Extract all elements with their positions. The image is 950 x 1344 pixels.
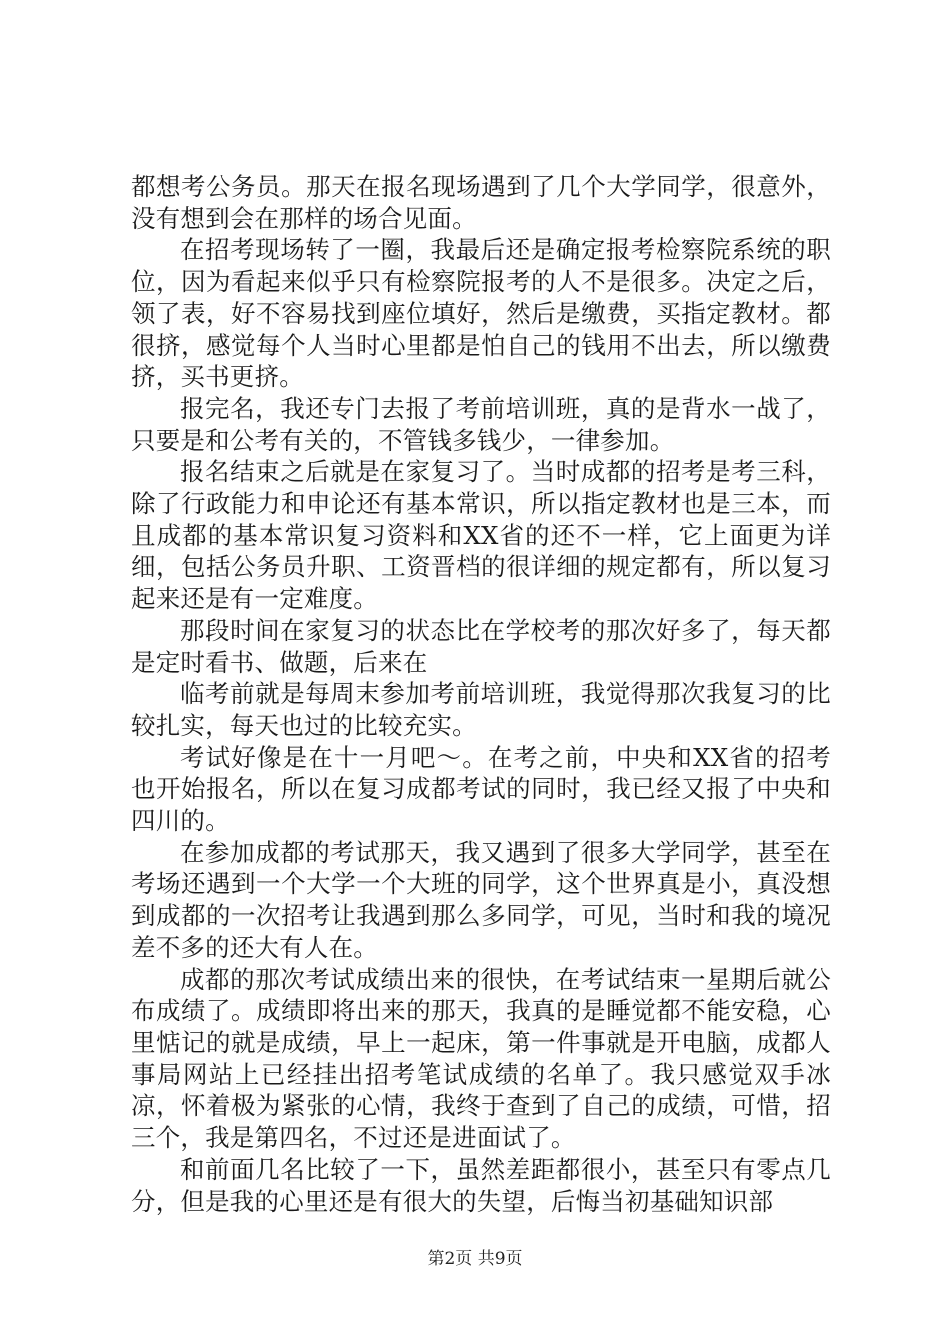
paragraph: 考试好像是在十一月吧～。在考之前，中央和XX省的招考也开始报名，所以在复习成都考试的同时，我已经又报了中央和四川的。 (131, 742, 831, 836)
page-number-footer: 第2页 共9页 (427, 1249, 523, 1269)
paragraph: 在招考现场转了一圈，我最后还是确定报考检察院系统的职位，因为看起来似乎只有检察院报考的人不是很多。决定之后，领了表，好不容易找到座位填好，然后是缴费，买指定教材。都很挤，感觉每个人当时心里都是怕自己的钱用不出去，所以缴费挤，买书更挤。 (131, 235, 831, 392)
body-text (131, 171, 831, 1217)
paragraph: 那段时间在家复习的状态比在学校考的那次好多了，每天都是定时看书、做题，后来在 (131, 615, 831, 677)
paragraph: 报名结束之后就是在家复习了。当时成都的招考是考三科，除了行政能力和申论还有基本常识，所以指定教材也是三本，而且成都的基本常识复习资料和XX省的还不一样，它上面更为详细，包括公务员升职、工资晋档的很详细的规定都有，所以复习起来还是有一定难度。 (131, 457, 831, 614)
paragraph: 报完名，我还专门去报了考前培训班，真的是背水一战了，只要是和公考有关的，不管钱多钱少，一律参加。 (131, 393, 831, 455)
paragraph: 和前面几名比较了一下，虽然差距都很小，甚至只有零点几分，但是我的心里还是有很大的失望，后悔当初基础知识部 (131, 1154, 831, 1216)
paragraph: 临考前就是每周末参加考前培训班，我觉得那次我复习的比较扎实，每天也过的比较充实。 (131, 679, 831, 740)
paragraph: 都想考公务员。那天在报名现场遇到了几个大学同学，很意外，没有想到会在那样的场合见面。 (131, 172, 831, 233)
paragraph: 在参加成都的考试那天，我又遇到了很多大学同学，甚至在考场还遇到一个大学一个大班的同学，这个世界真是小，真没想到成都的一次招考让我遇到那么多同学，可见，当时和我的境况差不多的还大有人在。 (131, 837, 831, 962)
paragraph: 成都的那次考试成绩出来的很快，在考试结束一星期后就公布成绩了。成绩即将出来的那天，我真的是睡觉都不能安稳，心里惦记的就是成绩，早上一起床，第一件事就是开电脑，成都人事局网站上已经挂出招考笔试成绩的名单了。我只感觉双手冰凉，怀着极为紧张的心情，我终于查到了自己的成绩，可惜，招三个，我是第四名，不过还是进面试了。 (131, 964, 831, 1153)
